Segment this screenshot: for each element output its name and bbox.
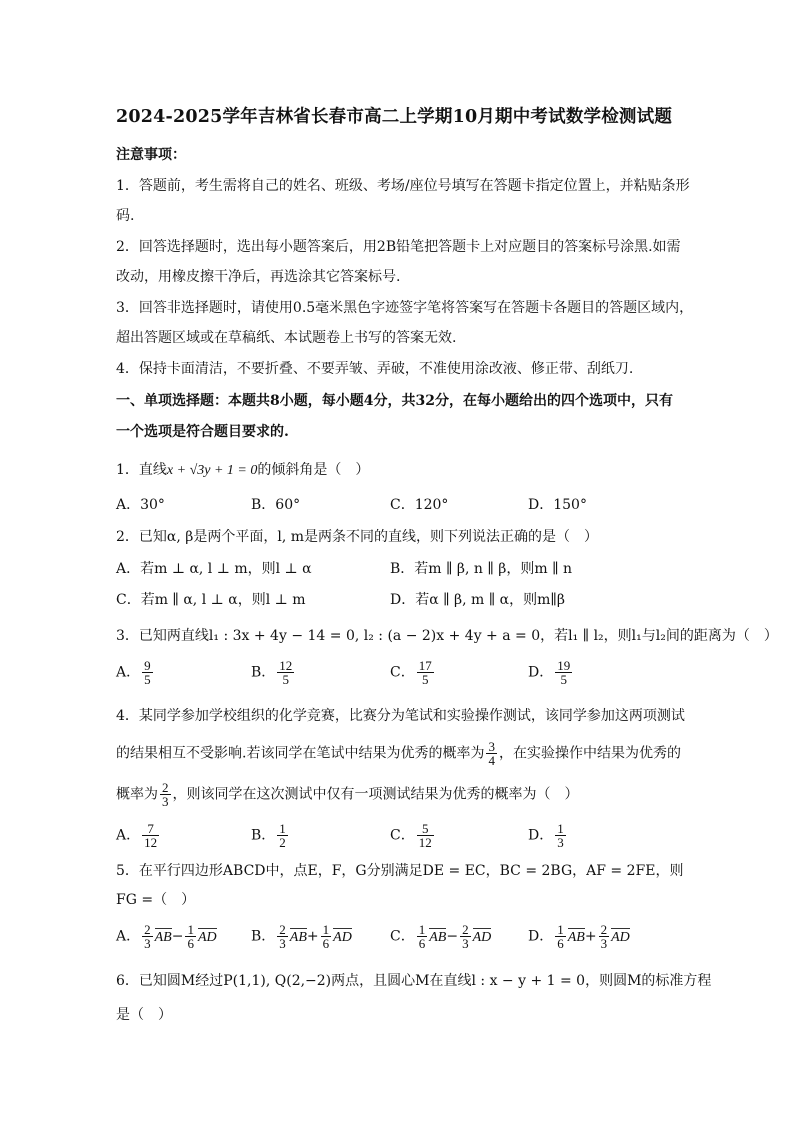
question-4-line3: [116, 781, 579, 808]
q1-option-a: A．30°: [116, 497, 165, 513]
fraction: [417, 822, 434, 849]
numerator: 7: [147, 821, 154, 836]
numerator: 1: [279, 821, 286, 836]
q5-option-d: [528, 923, 630, 950]
notice-line: 3．回答非选择题时，请使用0.5毫米黑色字迹签字笔将答案写在答题卡各题目的答题区域内，: [116, 300, 694, 316]
numerator: 5: [421, 821, 429, 836]
denominator: 3: [462, 936, 469, 951]
q4-text: 的结果相互不受影响.若该同学在笔试中结果为优秀的概率为: [116, 745, 485, 762]
q1-stem-pre: 1．直线: [116, 462, 167, 478]
vector: AD: [611, 929, 630, 945]
denominator: 12: [418, 835, 432, 850]
numerator: 2: [144, 922, 151, 937]
option-label: C．: [390, 827, 415, 844]
option-label: A．: [116, 664, 141, 681]
section-heading: 一个选项是符合题目要求的.: [116, 424, 289, 440]
q4-option-a: [116, 822, 161, 849]
option-label: A．: [116, 928, 141, 945]
fraction: [185, 923, 196, 950]
denominator: 3: [162, 794, 169, 809]
option-label: C．: [390, 664, 415, 681]
fraction: [321, 923, 332, 950]
fraction: [417, 659, 434, 686]
operator: −: [446, 928, 459, 945]
q1-option-d: D．150°: [528, 497, 587, 513]
option-label: D．: [528, 827, 554, 844]
notice-line: 2．回答选择题时，选出每小题答案后，用2B铅笔把答题卡上对应题目的答案标号涂黑.如需: [116, 239, 681, 255]
numerator: 12: [279, 658, 293, 673]
q5-option-b: [251, 923, 352, 950]
vector: AB: [429, 929, 447, 945]
notice-line: 超出答题区域或在草稿纸、本试题卷上书写的答案无效.: [116, 330, 457, 346]
q2-option-c: C．若m ∥ α, l ⊥ α，则l ⊥ m: [116, 592, 306, 608]
question-6-line1: 6．已知圆M经过P(1,1), Q(2,−2)两点，且圆心M在直线l : x − y + 1 = 0，则圆M的标准方程: [116, 973, 712, 989]
fraction: [486, 740, 497, 767]
fraction: [142, 923, 153, 950]
operator: +: [584, 928, 597, 945]
section-heading: 一、单项选择题：本题共8小题，每小题4分，共32分，在每小题给出的四个选项中，只有: [116, 393, 673, 409]
denominator: 2: [279, 835, 286, 850]
q4-text: ，在实验操作中结果为优秀的: [498, 745, 681, 762]
numerator: 17: [418, 658, 432, 673]
denominator: 3: [600, 936, 608, 951]
fraction: [555, 659, 572, 686]
numerator: 1: [557, 821, 564, 836]
denominator: 6: [418, 936, 426, 951]
question-1-stem: [116, 461, 369, 480]
q3-option-a: [116, 659, 155, 686]
question-4-line2: [116, 740, 681, 767]
numerator: 9: [144, 658, 151, 673]
notice-line: 4．保持卡面清洁，不要折叠、不要弄皱、弄破，不准使用涂改液、修正带、刮纸刀.: [116, 361, 634, 377]
option-label: A．: [116, 827, 141, 844]
q1-equation: x + √3y + 1 = 0: [166, 463, 258, 478]
numerator: 1: [322, 922, 330, 937]
q5-option-c: [390, 923, 491, 950]
notice-line: 1．答题前，考生需将自己的姓名、班级、考场/座位号填写在答题卡指定位置上，并粘贴条形: [116, 178, 690, 194]
numerator: 3: [488, 739, 495, 754]
q4-text: ，则该同学在这次测试中仅有一项测试结果为优秀的概率为（ ）: [172, 786, 579, 803]
option-label: D．: [528, 664, 554, 681]
fraction: [142, 822, 159, 849]
denominator: 3: [279, 936, 286, 951]
question-4-line1: 4．某同学参加学校组织的化学竞赛，比赛分为笔试和实验操作测试，该同学参加这两项测试: [116, 708, 685, 724]
numerator: 2: [600, 922, 608, 937]
q3-option-c: [390, 659, 436, 686]
question-3-stem: 3．已知两直线l₁ : 3x + 4y − 14 = 0, l₂ : (a − 2)x + 4y + a = 0，若l₁ ∥ l₂，则l₁与l₂间的距离为（ ）: [116, 628, 778, 644]
q2-option-a: A．若m ⊥ α, l ⊥ m，则l ⊥ α: [116, 561, 312, 577]
option-label: D．: [528, 928, 554, 945]
numerator: 2: [279, 922, 286, 937]
vector: AB: [154, 929, 172, 945]
page-title: 2024-2025学年吉林省长春市高二上学期10月期中考试数学检测试题: [116, 107, 673, 127]
fraction: [460, 923, 471, 950]
q4-option-d: [528, 822, 568, 849]
q5-option-a: [116, 923, 217, 950]
operator: −: [171, 928, 184, 945]
option-label: B．: [251, 664, 276, 681]
numerator: 2: [462, 922, 469, 937]
q4-text: 概率为: [116, 786, 158, 803]
denominator: 3: [144, 936, 151, 951]
fraction: [555, 923, 566, 950]
q4-option-c: [390, 822, 436, 849]
denominator: 12: [144, 835, 158, 850]
q2-option-d: D．若α ∥ β, m ∥ α，则m∥β: [390, 592, 565, 608]
question-5-line1: 5．在平行四边形ABCD中，点E，F，G分别满足DE = EC，BC = 2BG，AF = 2FE，则: [116, 863, 684, 879]
fraction: [417, 923, 428, 950]
denominator: 4: [488, 753, 495, 768]
operator: +: [306, 928, 319, 945]
notice-line: 改动，用橡皮擦干净后，再选涂其它答案标号.: [116, 269, 401, 285]
denominator: 5: [277, 672, 294, 686]
fraction: [277, 923, 288, 950]
q3-option-b: [251, 659, 296, 686]
vector: AD: [472, 929, 492, 945]
vector: AD: [333, 929, 352, 945]
notice-line: 码.: [116, 208, 135, 224]
fraction: [142, 659, 153, 686]
option-label: B．: [251, 827, 276, 844]
vector: AB: [289, 929, 307, 945]
fraction: [599, 923, 610, 950]
denominator: 6: [322, 936, 330, 951]
vector: AD: [197, 929, 217, 945]
fraction: [160, 781, 171, 808]
q3-option-d: [528, 659, 574, 686]
q1-option-c: C．120°: [390, 497, 449, 513]
question-5-line2: FG =（ ）: [116, 892, 196, 908]
numerator: 19: [557, 658, 571, 673]
fraction: [555, 822, 566, 849]
option-label: B．: [251, 928, 276, 945]
denominator: 6: [187, 936, 194, 951]
numerator: 1: [418, 922, 426, 937]
denominator: 5: [417, 672, 434, 686]
option-label: C．: [390, 928, 415, 945]
denominator: 5: [144, 672, 151, 687]
denominator: 3: [557, 835, 564, 850]
q1-stem-post: 的倾斜角是（ ）: [257, 462, 370, 478]
numerator: 2: [162, 780, 169, 795]
denominator: 6: [557, 936, 564, 951]
numerator: 1: [187, 922, 194, 937]
q4-option-b: [251, 822, 290, 849]
fraction: [277, 659, 294, 686]
denominator: 5: [555, 672, 572, 686]
vector: AB: [567, 929, 585, 945]
fraction: [277, 822, 288, 849]
question-2-stem: 2．已知α, β是两个平面，l, m是两条不同的直线，则下列说法正确的是（ ）: [116, 529, 599, 545]
q2-option-b: B．若m ∥ β, n ∥ β，则m ∥ n: [390, 561, 573, 577]
q1-option-b: B．60°: [251, 497, 301, 513]
numerator: 1: [557, 922, 564, 937]
question-6-line2: 是（ ）: [116, 1007, 172, 1023]
notice-heading: 注意事项：: [116, 147, 186, 163]
